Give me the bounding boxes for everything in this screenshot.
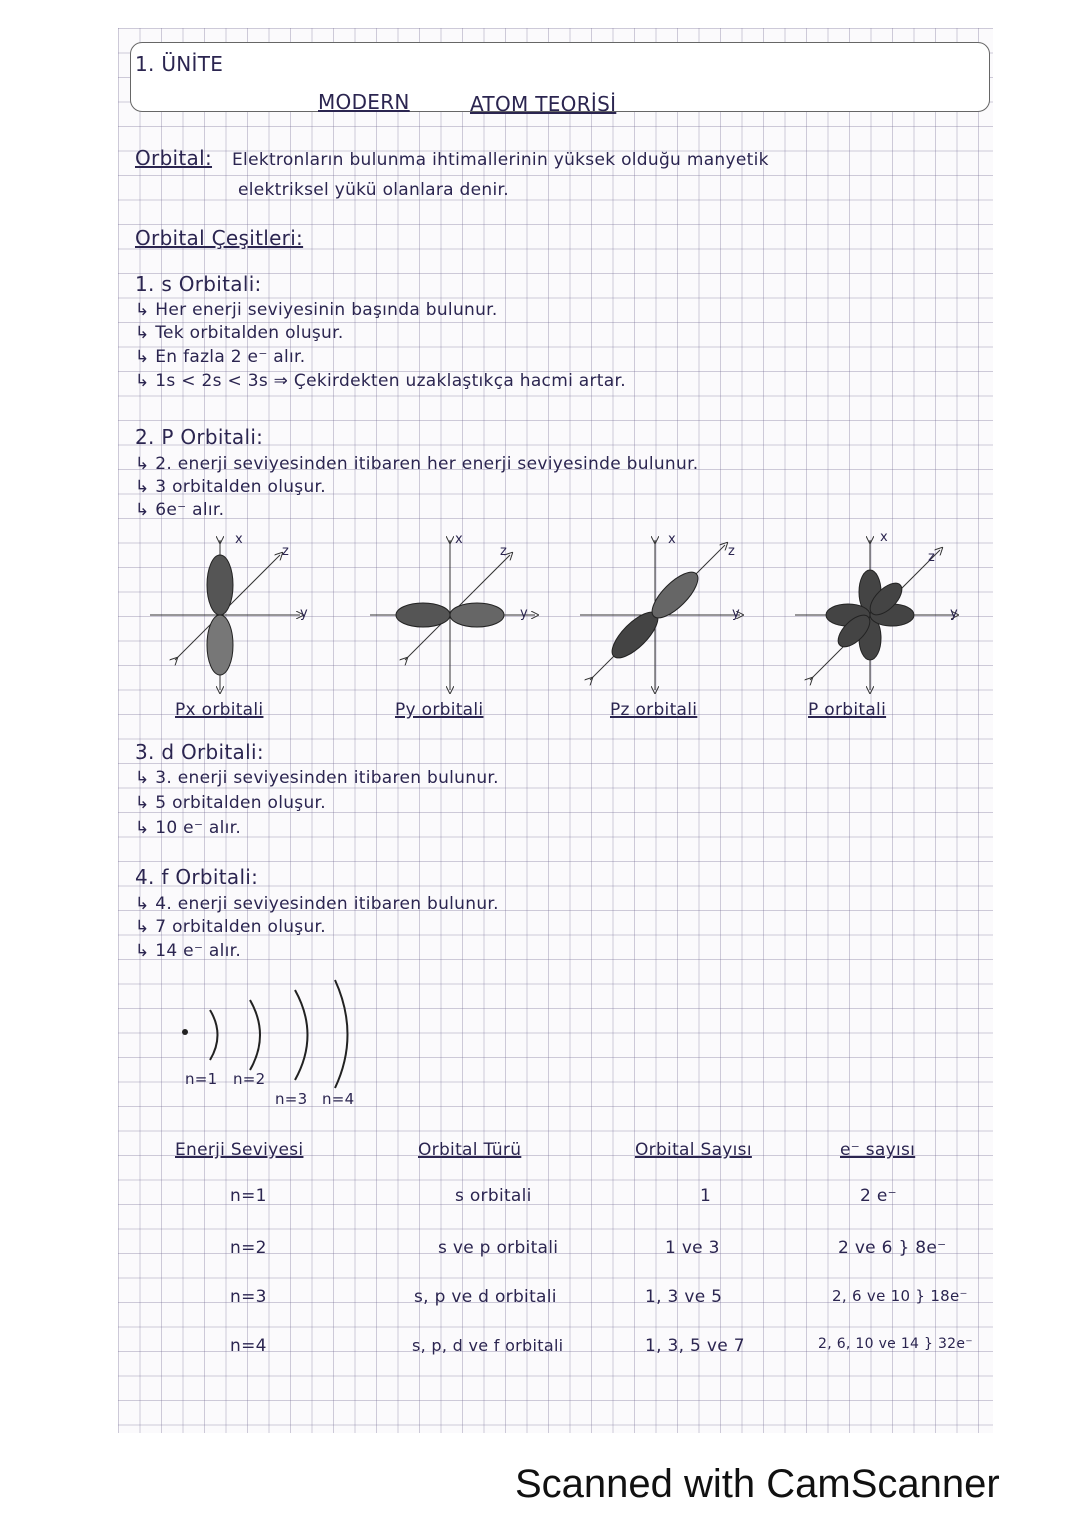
table-cell: n=4	[230, 1336, 267, 1356]
types-heading: Orbital Çeşitleri:	[135, 226, 304, 250]
axis-label-y: y	[300, 606, 308, 621]
axis-label-z: z	[500, 544, 508, 559]
axis-label-x: x	[235, 532, 243, 547]
table-cell: 1, 3 ve 5	[645, 1287, 723, 1307]
p-bullet: ↳ 3 orbitalden oluşur.	[135, 477, 326, 497]
p-bullet: ↳ 2. enerji seviyesinden itibaren her enerji seviyesinde bulunur.	[135, 454, 699, 474]
px-diagram	[150, 540, 300, 690]
table-cell: n=3	[230, 1287, 267, 1307]
table-header: Enerji Seviyesi	[175, 1140, 304, 1160]
d-bullet: ↳ 3. enerji seviyesinden itibaren bulunur.	[135, 768, 499, 788]
title-modern: MODERN	[318, 90, 410, 114]
d-bullet: ↳ 5 orbitalden oluşur.	[135, 793, 326, 813]
shell-label: n=3	[275, 1090, 308, 1108]
axis-label-z: z	[282, 544, 290, 559]
shell-label: n=1	[185, 1070, 218, 1088]
table-cell: n=1	[230, 1186, 267, 1206]
axis-label-z: z	[928, 550, 936, 565]
p-combined-label: P orbitali	[808, 700, 887, 720]
axis-label-x: x	[668, 532, 676, 547]
py-label: Py orbitali	[395, 700, 484, 720]
f-bullet: ↳ 7 orbitalden oluşur.	[135, 917, 326, 937]
axis-label-y: y	[950, 606, 958, 621]
definition-line1: Elektronların bulunma ihtimallerinin yüksek olduğu manyetik	[232, 150, 769, 170]
p-orbital-diagrams	[150, 530, 1010, 700]
s-bullet: ↳ Her enerji seviyesinin başında bulunur.	[135, 300, 498, 320]
shell-label: n=4	[322, 1090, 355, 1108]
table-cell: 2 ve 6 } 8e⁻	[838, 1238, 947, 1258]
f-heading: 4. f Orbitali:	[135, 865, 259, 889]
d-bullet: ↳ 10 e⁻ alır.	[135, 818, 242, 838]
pz-diagram	[580, 540, 740, 690]
table-cell: s ve p orbitali	[438, 1238, 559, 1258]
table-header: Orbital Sayısı	[635, 1140, 752, 1160]
f-bullet: ↳ 4. enerji seviyesinden itibaren bulunur.	[135, 894, 499, 914]
d-heading: 3. d Orbitali:	[135, 740, 264, 764]
table-cell: 2 e⁻	[860, 1186, 897, 1206]
s-heading: 1. s Orbitali:	[135, 272, 262, 296]
axis-label-z: z	[728, 544, 736, 559]
table-header: Orbital Türü	[418, 1140, 522, 1160]
title-atom-teorisi: ATOM TEORİSİ	[470, 92, 617, 116]
scanner-watermark: Scanned with CamScanner	[515, 1462, 1000, 1506]
f-bullet: ↳ 14 e⁻ alır.	[135, 941, 242, 961]
unit-label: 1. ÜNİTE	[135, 52, 224, 76]
pz-label: Pz orbitali	[610, 700, 698, 720]
table-cell: s orbitali	[455, 1186, 532, 1206]
px-label: Px orbitali	[175, 700, 264, 720]
table-cell: 2, 6, 10 ve 14 } 32e⁻	[818, 1336, 973, 1352]
table-cell: 1, 3, 5 ve 7	[645, 1336, 745, 1356]
table-cell: 2, 6 ve 10 } 18e⁻	[832, 1287, 968, 1305]
axis-label-x: x	[455, 532, 463, 547]
definition-line2: elektriksel yükü olanlara denir.	[238, 180, 509, 200]
table-cell: 1	[700, 1186, 712, 1206]
table-cell: n=2	[230, 1238, 267, 1258]
table-cell: 1 ve 3	[665, 1238, 720, 1258]
table-header: e⁻ sayısı	[840, 1140, 916, 1160]
s-bullet: ↳ Tek orbitalden oluşur.	[135, 323, 344, 343]
shell-label: n=2	[233, 1070, 266, 1088]
axis-label-x: x	[880, 530, 888, 545]
s-bullet: ↳ En fazla 2 e⁻ alır.	[135, 347, 306, 367]
axis-label-y: y	[520, 606, 528, 621]
s-bullet: ↳ 1s < 2s < 3s ⇒ Çekirdekten uzaklaştıkça hacmi artar.	[135, 371, 626, 391]
p-heading: 2. P Orbitali:	[135, 425, 264, 449]
table-cell: s, p, d ve f orbitali	[412, 1336, 564, 1355]
axis-label-y: y	[732, 606, 740, 621]
py-diagram	[370, 540, 535, 690]
p-bullet: ↳ 6e⁻ alır.	[135, 500, 225, 520]
table-cell: s, p ve d orbitali	[414, 1287, 557, 1307]
definition-term: Orbital:	[135, 146, 213, 170]
